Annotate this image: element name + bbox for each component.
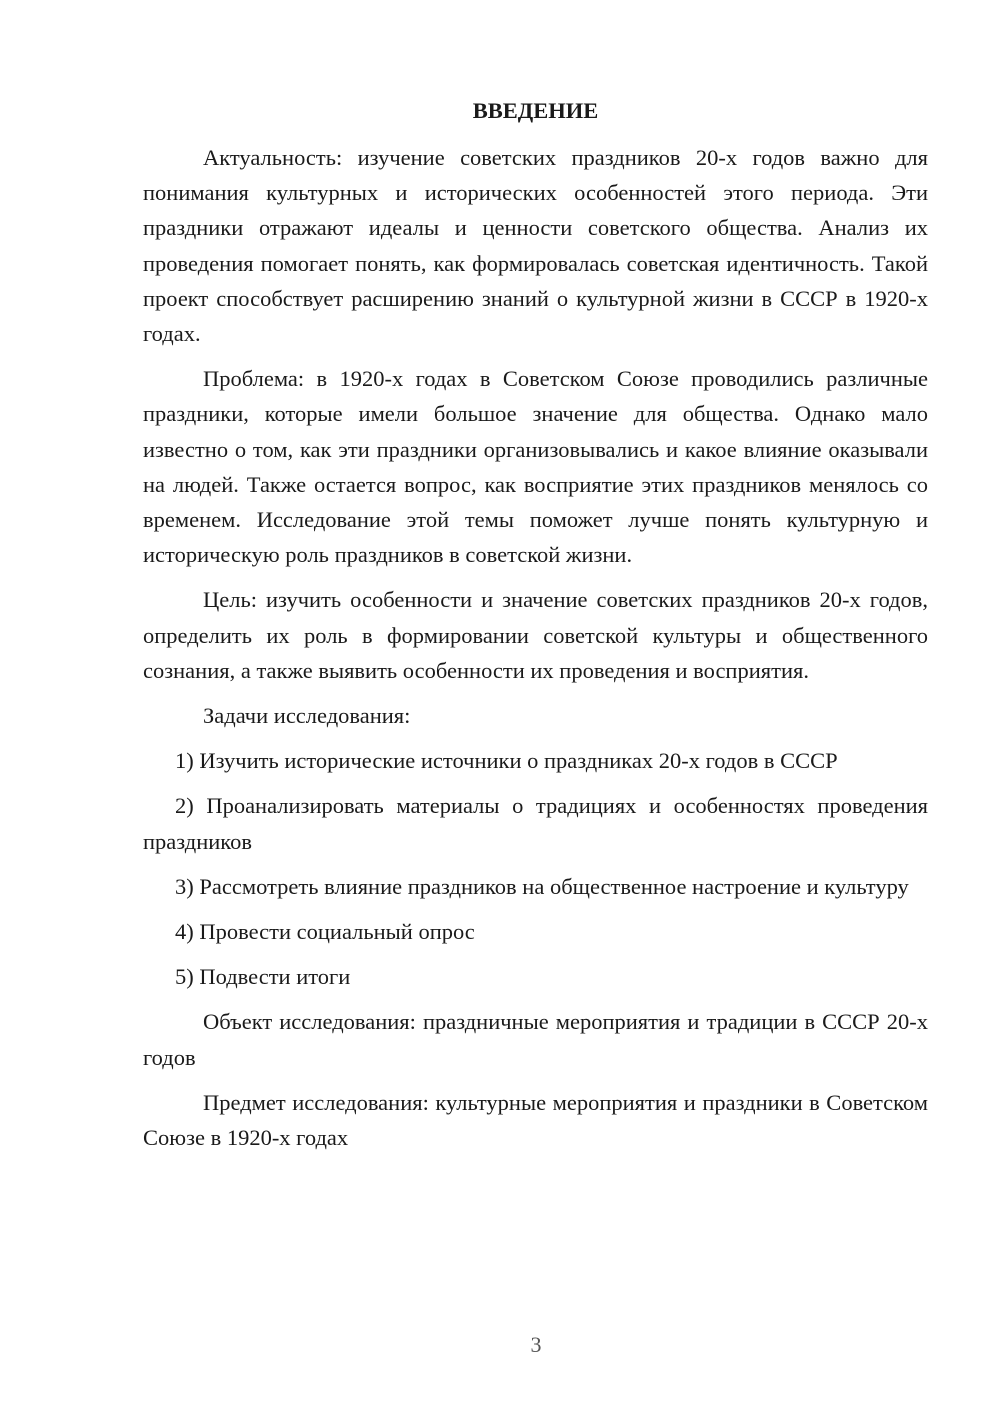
task-item-4: 4) Провести социальный опрос bbox=[175, 919, 475, 945]
paragraph-subject: Предмет исследования: культурные мероприятия и праздники в Советском Союзе в 1920-х годах bbox=[143, 1089, 928, 1151]
paragraph-goal: Цель: изучить особенности и значение советских праздников 20-х годов, определить их роль в формировании советской культуры и общественного сознания, а также выявить особенности их проведения и восприятия. bbox=[143, 587, 928, 683]
task-item-5: 5) Подвести итоги bbox=[175, 964, 351, 990]
document-page bbox=[143, 96, 928, 1165]
page-title: ВВЕДЕНИЕ bbox=[472, 98, 599, 123]
paragraph-relevance: Актуальность: изучение советских праздников 20-х годов важно для понимания культурных и исторических особенностей этого периода. Эти праздники отражают идеалы и ценности советского общества. Анализ их проведения помогает понять, как формировалась советская идентичность. Такой проект способствует расширению знаний о культурной жизни в СССР в 1920-х годах. bbox=[143, 145, 928, 347]
task-item-1: 1) Изучить исторические источники о праздниках 20-х годов в СССР bbox=[175, 748, 838, 774]
paragraph-problem: Проблема: в 1920-х годах в Советском Союзе проводились различные праздники, которые имели большое значение для общества. Однако мало известно о том, как эти праздники организовывались и какое влияние оказывали на людей. Также остается вопрос, как восприятие этих праздников менялось со временем. Исследование этой темы поможет лучше понять культурную и историческую роль праздников в советской жизни. bbox=[143, 366, 928, 568]
paragraph-object: Объект исследования: праздничные мероприятия и традиции в СССР 20-х годов bbox=[143, 1009, 928, 1070]
page-number: 3 bbox=[530, 1332, 542, 1357]
task-item-3: 3) Рассмотреть влияние праздников на общественное настроение и культуру bbox=[175, 873, 909, 899]
paragraph-tasks-intro: Задачи исследования: bbox=[203, 703, 411, 729]
task-item-2: 2) Проанализировать материалы о традициях и особенностях проведения праздников bbox=[143, 793, 928, 854]
